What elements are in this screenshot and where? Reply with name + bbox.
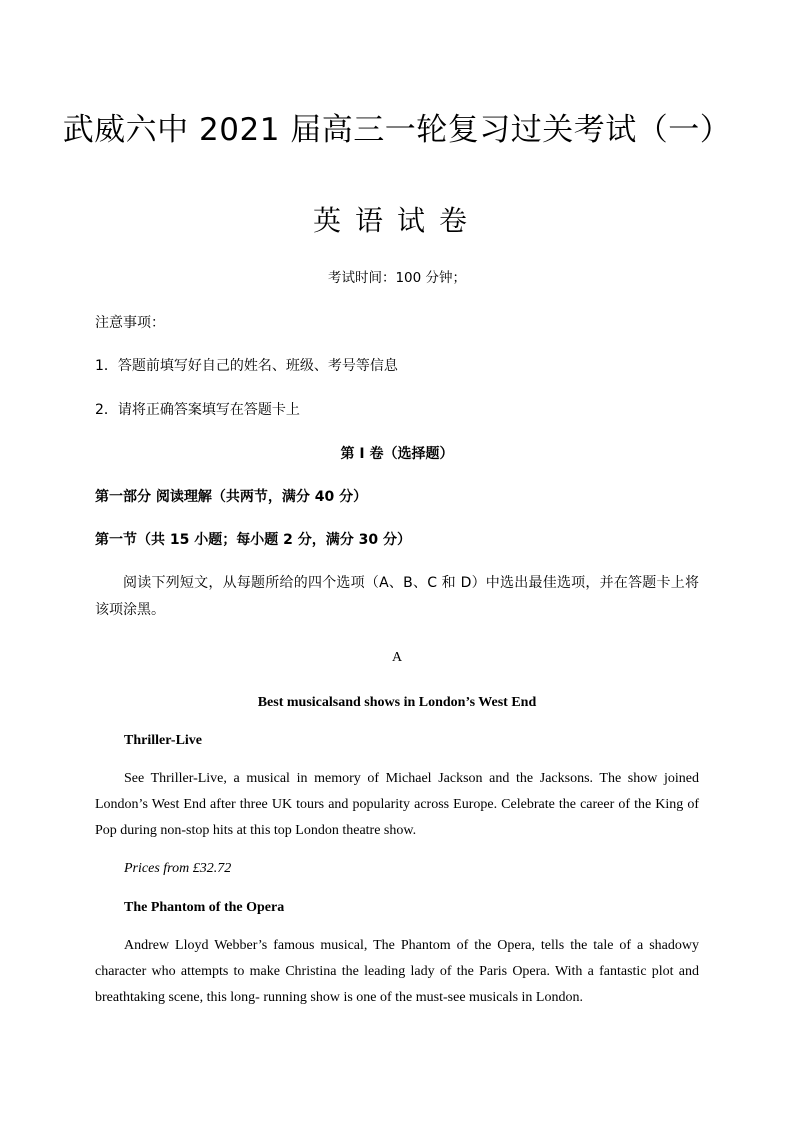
show-title: The Phantom of the Opera — [124, 900, 285, 915]
exam-main-title: 武威六中 2021 届高三一轮复习过关考试（一） — [62, 112, 732, 148]
exam-subject-title: 英语试卷 — [312, 204, 481, 237]
part-title: 第 I 卷（选择题） — [340, 446, 454, 462]
instruction-paragraph: 阅读下列短文，从每题所给的四个选项（A、B、C 和 D）中选出最佳选项，并在答题卡上将该项涂黑。 — [95, 575, 699, 618]
passage-title: Best musicalsand shows in London’s West End — [257, 695, 537, 710]
note-item: 2．请将正确答案填写在答题卡上 — [95, 402, 300, 418]
section-heading: 第一部分 阅读理解（共两节，满分 40 分） — [95, 489, 368, 505]
show-description: Andrew Lloyd Webber’s famous musical, The Phantom of the Opera, tells the tale of a shadowy character who attempts to make Christina the leading lady of the Paris Opera. With a fantastic plot and breathtaking scene, this long- running show is one of the must-see musicals in London. — [95, 938, 699, 1005]
note-item: 1．答题前填写好自己的姓名、班级、考号等信息 — [95, 358, 398, 374]
show-price: Prices from £32.72 — [124, 861, 232, 876]
show-description: See Thriller-Live, a musical in memory of Michael Jackson and the Jacksons. The show joined London’s West End after three UK tours and popularity across Europe. Celebrate the career of the King of Pop during non-stop hits at this top London theatre show. — [95, 771, 699, 838]
notes-label: 注意事项： — [95, 315, 165, 331]
show-title: Thriller-Live — [124, 733, 203, 748]
passage-letter: A — [391, 650, 403, 665]
exam-time: 考试时间：100 分钟； — [327, 270, 467, 286]
section-heading: 第一节（共 15 小题；每小题 2 分，满分 30 分） — [95, 532, 411, 548]
